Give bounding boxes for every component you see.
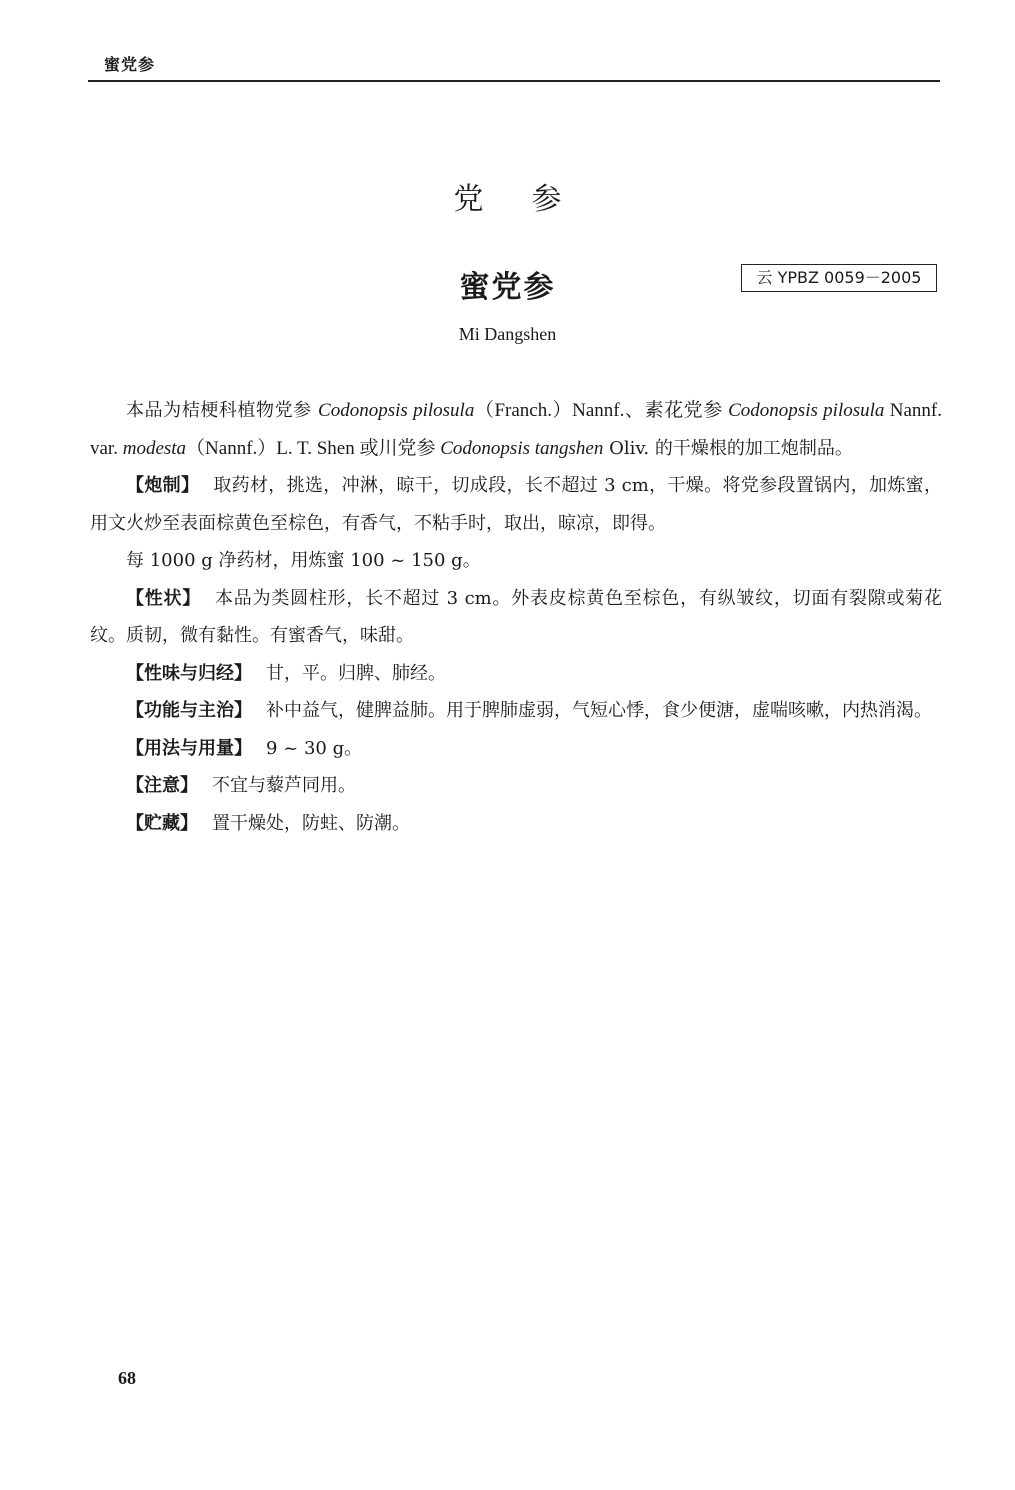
storage-text: 置干燥处，防蛀、防潮。 — [212, 812, 410, 834]
function-text: 补中益气，健脾益肺。用于脾肺虚弱，气短心悸，食少便溏，虚喘咳嗽，内热消渴。 — [266, 700, 932, 721]
caution-paragraph — [90, 767, 942, 805]
latin-name-3: modesta — [122, 437, 187, 459]
processing-text: 取药材，挑选，冲淋，晾干，切成段，长不超过 3 cm，干燥。将党参段置锅内，加炼蜜，用文火炒至表面棕黄色至棕色，有香气，不粘手时，取出，晾凉，即得。 — [90, 475, 943, 534]
nature-text: 甘，平。归脾、肺经。 — [266, 662, 446, 684]
processing-paragraph — [90, 467, 942, 542]
caution-text: 不宜与藜芦同用。 — [212, 775, 356, 796]
properties-text: 本品为类圆柱形，长不超过 3 cm。外表皮棕黄色至棕色，有纵皱纹，切面有裂隙或菊花纹。质韧，微有黏性。有蜜香气，味甜。 — [90, 587, 942, 646]
nature-paragraph — [90, 655, 942, 693]
pinyin-name: Mi Dangshen — [458, 324, 557, 344]
standard-code-box: 云 YPBZ 0059－2005 — [741, 264, 937, 292]
monograph-body — [90, 392, 942, 842]
intro-text-2: （Franch.）Nannf.、素花党参 — [474, 400, 729, 421]
item-title: 蜜党参 — [459, 270, 556, 305]
usage-label: 【用法与用量】 — [126, 737, 252, 759]
processing-label: 【炮制】 — [126, 475, 200, 496]
function-paragraph — [90, 692, 942, 730]
intro-text-4: （Nannf.）L. T. Shen 或川党参 — [186, 437, 441, 459]
function-label: 【功能与主治】 — [126, 700, 252, 721]
caution-label: 【注意】 — [126, 775, 198, 796]
storage-label: 【贮藏】 — [126, 812, 198, 834]
properties-paragraph — [90, 580, 942, 655]
nature-label: 【性味与归经】 — [126, 662, 252, 684]
latin-name-1: Codonopsis pilosula — [318, 400, 475, 421]
latin-name-4: Codonopsis tangshen — [440, 437, 604, 459]
storage-paragraph — [90, 805, 942, 843]
usage-text: 9 ~ 30 g。 — [266, 737, 363, 759]
intro-text-3: Nannf. var. — [90, 400, 942, 459]
latin-name-2: Codonopsis pilosula — [728, 400, 885, 421]
section-title: 党参 — [453, 182, 610, 217]
intro-text-1: 本品为桔梗科植物党参 — [126, 400, 319, 421]
intro-paragraph — [90, 392, 942, 467]
intro-text-5: Oliv. 的干燥根的加工炮制品。 — [603, 437, 853, 459]
usage-paragraph — [90, 730, 942, 768]
page-number: 68 — [118, 1368, 136, 1388]
running-head: 蜜党参 — [104, 55, 156, 74]
header-rule — [88, 80, 940, 82]
processing-ratio: 每 1000 g 净药材，用炼蜜 100 ~ 150 g。 — [126, 550, 481, 571]
properties-label: 【性状】 — [126, 587, 202, 609]
